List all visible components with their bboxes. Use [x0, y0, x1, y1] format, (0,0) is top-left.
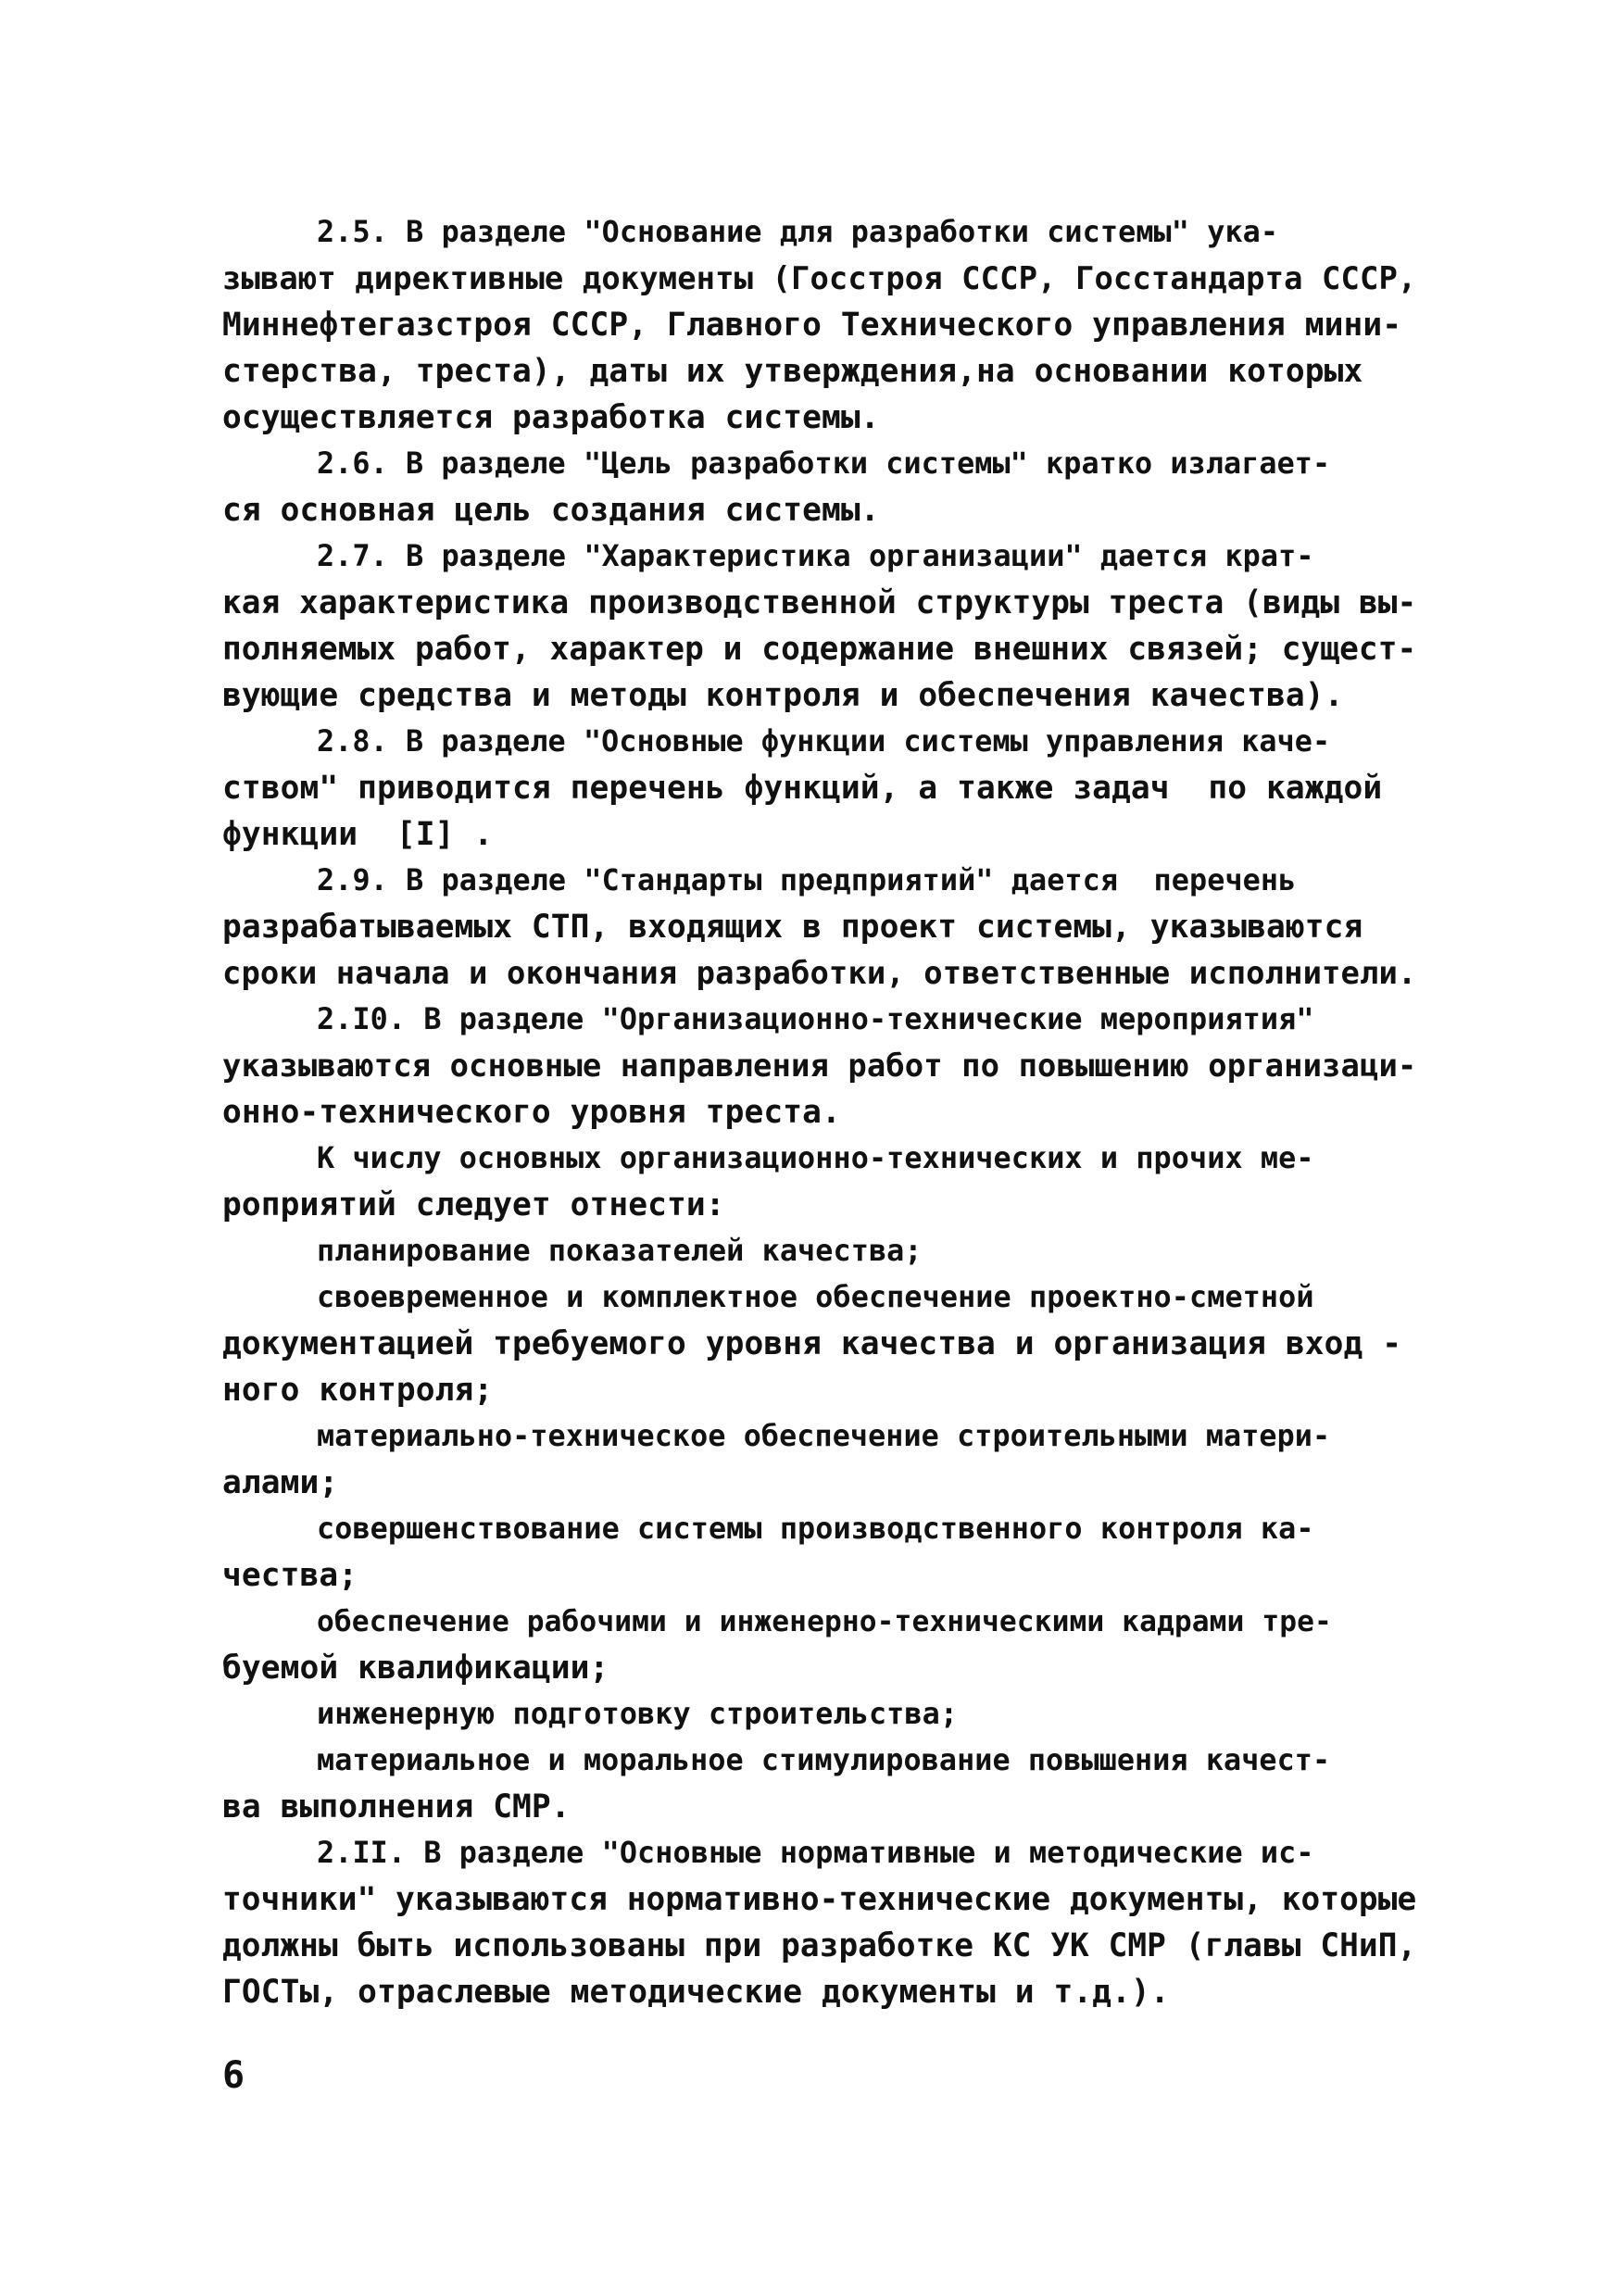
- text-line: стерства, треста), даты их утверждения,на основании которых: [222, 353, 1363, 390]
- text-line: К числу основных организационно-технических и прочих ме-: [317, 1142, 1314, 1175]
- text-line: 2.8. В разделе "Основные функции системы управления каче-: [317, 725, 1331, 759]
- text-line: роприятий следует отнести:: [222, 1186, 725, 1223]
- text-line: ством" приводится перечень функций, а также задач по каждой: [222, 770, 1383, 807]
- text-line: 2.7. В разделе "Характеристика организации" дается крат-: [317, 540, 1314, 573]
- text-line: онно-технического уровня треста.: [222, 1094, 841, 1131]
- text-line: своевременное и комплектное обеспечение проектно-сметной: [317, 1281, 1314, 1314]
- text-line: буемой квалификации;: [222, 1650, 609, 1687]
- text-line: 2.I0. В разделе "Организационно-технические мероприятия": [317, 1003, 1314, 1036]
- text-line: 2.6. В разделе "Цель разработки системы" кратко излагает-: [317, 447, 1331, 481]
- text-line: ного контроля;: [222, 1372, 494, 1409]
- text-line: материально-техническое обеспечение строительными матери-: [317, 1420, 1331, 1453]
- text-line: разрабатываемых СТП, входящих в проект системы, указываются: [222, 909, 1363, 946]
- text-line: полняемых работ, характер и содержание внешних связей; сущест-: [222, 631, 1417, 668]
- text-line: материальное и моральное стимулирование повышения качест-: [317, 1744, 1331, 1777]
- text-line: чества;: [222, 1557, 358, 1594]
- text-line: 2.9. В разделе "Стандарты предприятий" дается перечень: [317, 864, 1297, 897]
- text-line: алами;: [222, 1464, 339, 1501]
- text-line: документацией требуемого уровня качества и организация вход -: [222, 1325, 1402, 1362]
- text-line: указываются основные направления работ по повышению организаци-: [222, 1048, 1417, 1084]
- text-line: точники" указываются нормативно-технические документы, которые: [222, 1881, 1417, 1918]
- text-line: должны быть использованы при разработке КС УК СМР (главы СНиП,: [222, 1927, 1417, 1964]
- body-text: [222, 209, 1417, 2015]
- text-line: ся основная цель создания системы.: [222, 492, 880, 529]
- text-line: осуществляется разработка системы.: [222, 399, 880, 436]
- text-line: планирование показателей качества;: [317, 1235, 923, 1268]
- page-number: 6: [222, 2054, 245, 2097]
- text-line: обеспечение рабочими и инженерно-техническими кадрами тре-: [317, 1605, 1332, 1638]
- text-line: функции [I] .: [222, 816, 494, 853]
- text-line: 2.II. В разделе "Основные нормативные и методические ис-: [317, 1837, 1314, 1870]
- text-line: 2.5. В разделе "Основание для разработки системы" ука-: [317, 216, 1279, 249]
- text-line: ва выполнения СМР.: [222, 1788, 571, 1826]
- text-line: кая характеристика производственной структуры треста (виды вы-: [222, 584, 1417, 621]
- text-line: Миннефтегазстроя СССР, Главного Технического управления мини-: [222, 307, 1402, 344]
- text-line: ГОСТы, отраслевые методические документы и т.д.).: [222, 1974, 1170, 2011]
- text-line: зывают директивные документы (Госстроя СССР, Госстандарта СССР,: [222, 260, 1417, 296]
- text-line: совершенствование системы производственного контроля ка-: [317, 1512, 1314, 1546]
- text-line: вующие средства и методы контроля и обеспечения качества).: [222, 677, 1344, 714]
- text-line: сроки начала и окончания разработки, ответственные исполнители.: [222, 955, 1417, 991]
- text-line: инженерную подготовку строительства;: [317, 1698, 959, 1731]
